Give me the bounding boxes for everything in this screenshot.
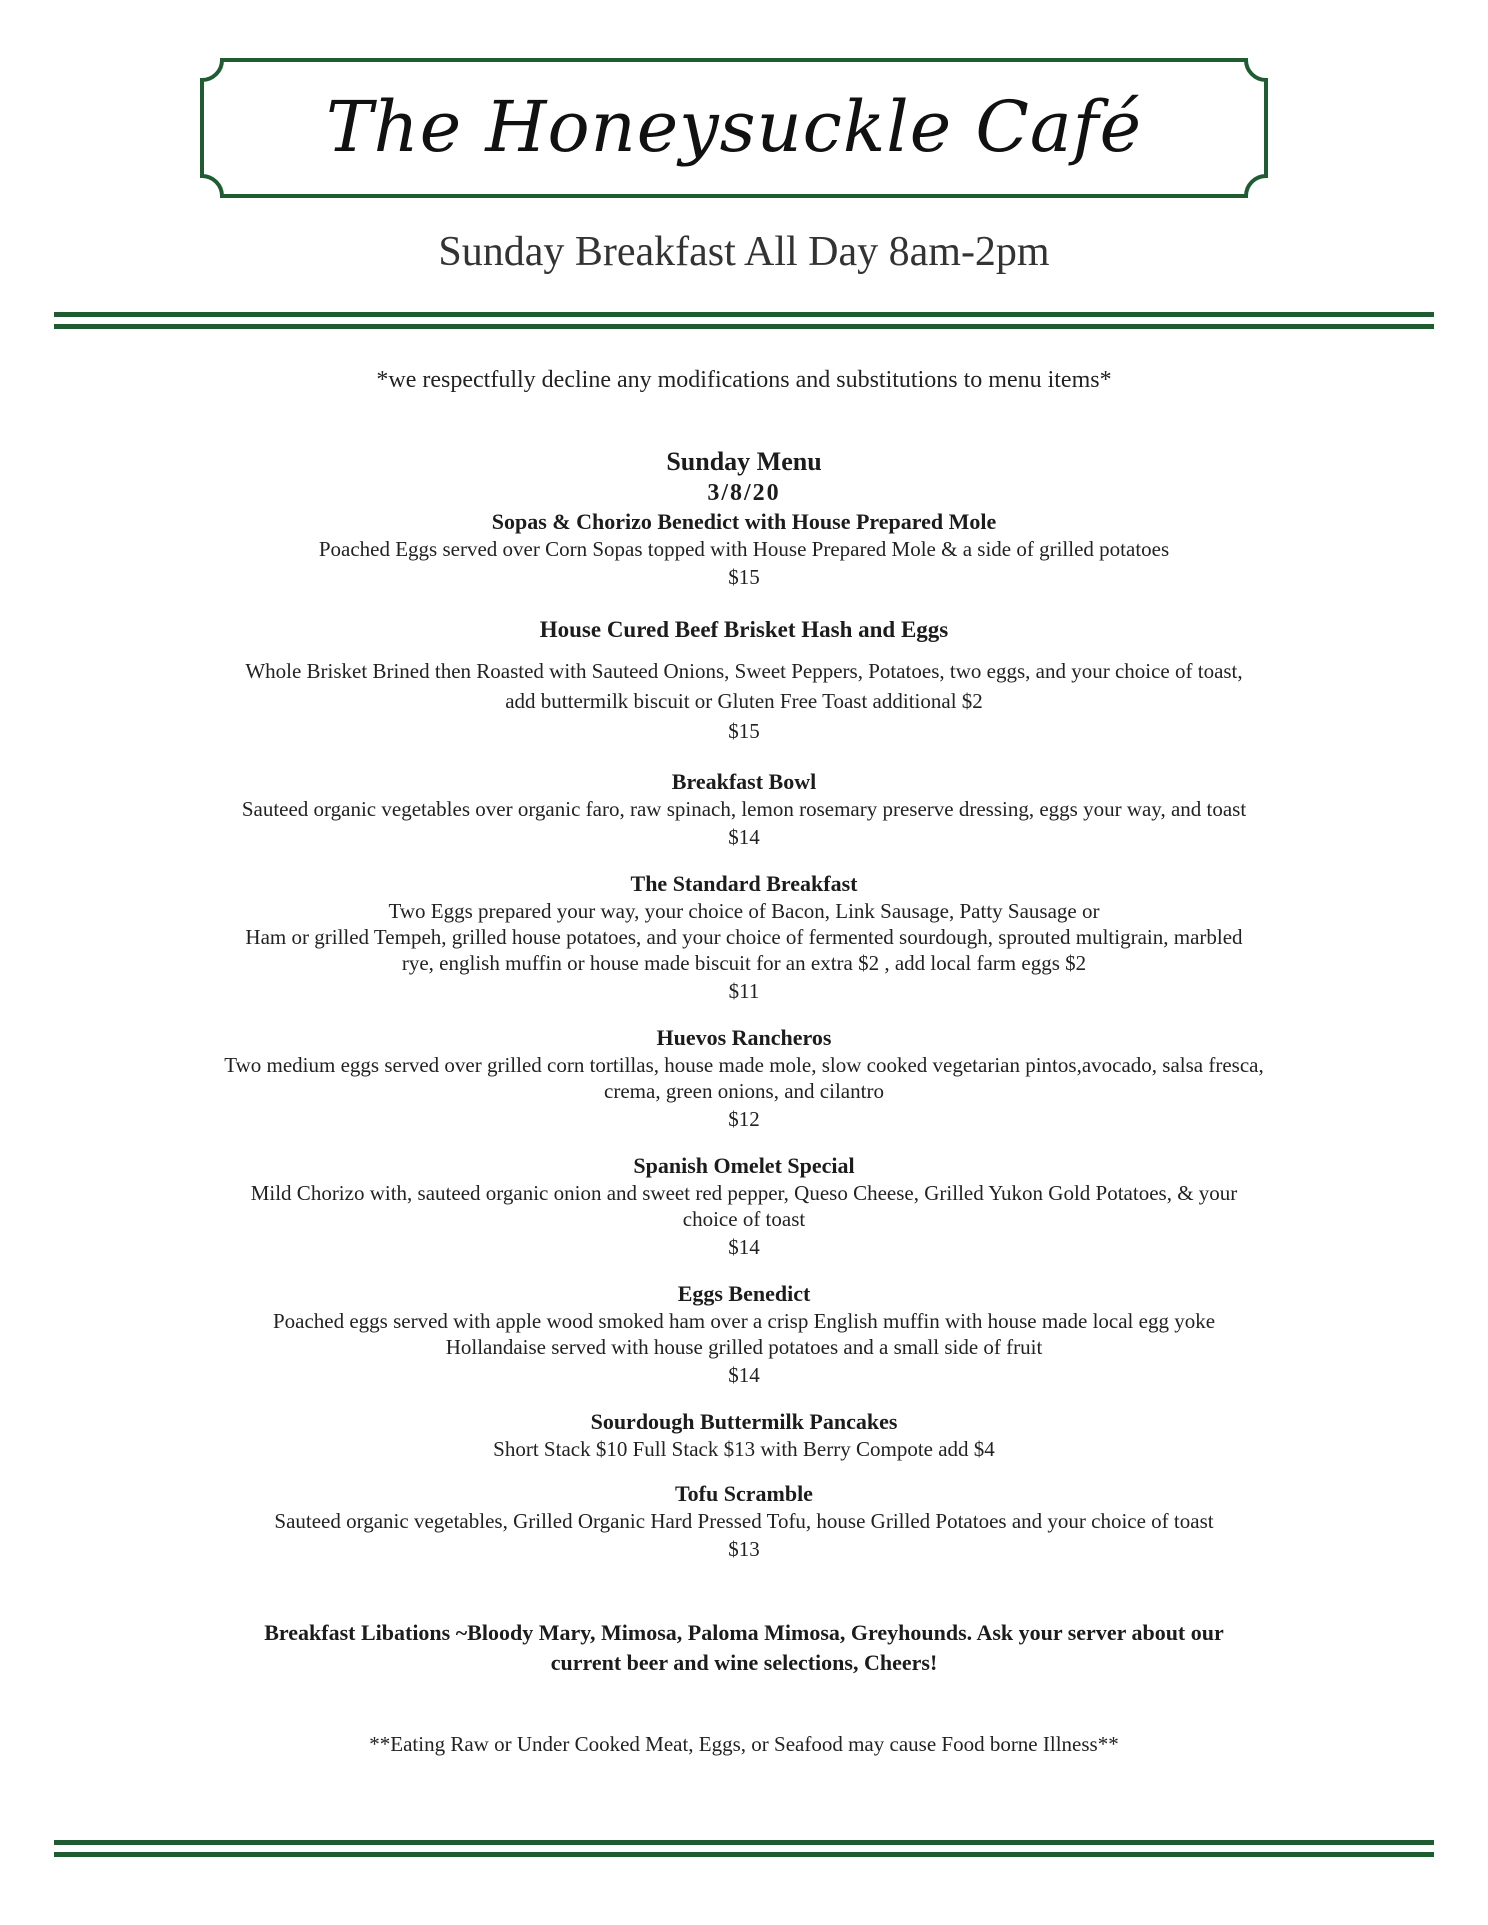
menu-item-name: Sourdough Buttermilk Pancakes [590,1409,898,1434]
menu-item-desc: Whole Brisket Brined then Roasted with Sauteed Onions, Sweet Peppers, Potatoes, two eggs, and your choice of toast, [245,659,1243,683]
menu-title: Sunday Menu [666,447,822,476]
libations-line: current beer and wine selections, Cheers! [550,1650,938,1675]
menu-item [120,1024,1368,1134]
menu-item-price: $14 [728,1235,760,1259]
menu-item-name: Breakfast Bowl [671,769,817,794]
libations-line: Breakfast Libations ~Bloody Mary, Mimosa, Paloma Mimosa, Greyhounds. Ask your server about our [264,1620,1224,1645]
menu-item-price: $14 [728,825,760,849]
menu-item-desc: Sauteed organic vegetables, Grilled Organic Hard Pressed Tofu, house Grilled Potatoes and your choice of toast [274,1509,1214,1533]
libations-note [150,1618,1338,1678]
menu-item-desc: Ham or grilled Tempeh, grilled house potatoes, and your choice of fermented sourdough, sprouted multigrain, marbled [245,925,1243,949]
menu-item [120,1152,1368,1262]
menu-item-name: Sopas & Chorizo Benedict with House Prepared Mole [491,509,997,534]
menu-item [120,616,1368,746]
title-frame [200,58,1268,198]
menu [120,446,1368,1564]
menu-item-name: The Standard Breakfast [630,871,858,896]
menu-item-desc: Two Eggs prepared your way, your choice of Bacon, Link Sausage, Patty Sausage or [388,899,1100,923]
menu-item [120,870,1368,1006]
menu-item-desc: add buttermilk biscuit or Gluten Free Toast additional $2 [505,689,983,713]
modifications-notice: *we respectfully decline any modifications and substitutions to menu items* [376,367,1112,393]
menu-item-name: Huevos Rancheros [656,1025,832,1050]
menu-item-price: $15 [728,719,760,743]
bottom-rule-lower [54,1852,1434,1857]
menu-item-name: House Cured Beef Brisket Hash and Eggs [539,617,949,642]
menu-item-desc: crema, green onions, and cilantro [604,1079,884,1103]
menu-item-price: $15 [728,565,760,589]
cafe-name: The Honeysuckle Café [325,86,1142,168]
menu-item [120,1408,1368,1462]
menu-item [120,1280,1368,1390]
menu-item-desc: Poached Eggs served over Corn Sopas topped with House Prepared Mole & a side of grilled potatoes [318,537,1170,561]
menu-item-desc: choice of toast [682,1207,806,1231]
menu-item-name: Tofu Scramble [675,1481,813,1506]
menu-item-desc: Sauteed organic vegetables over organic faro, raw spinach, lemon rosemary preserve dressing, eggs your way, and toast [241,797,1247,821]
top-rule-lower [54,324,1434,329]
menu-item-desc: Short Stack $10 Full Stack $13 with Berry Compote add $4 [493,1437,995,1461]
menu-item-price: $14 [728,1363,760,1387]
top-rule-upper [54,312,1434,317]
menu-item-desc: rye, english muffin or house made biscuit for an extra $2 , add local farm eggs $2 [401,951,1087,975]
menu-item-price: $12 [728,1107,760,1131]
menu-item-desc: Poached eggs served with apple wood smoked ham over a crisp English muffin with house made local egg yoke [272,1309,1216,1333]
menu-date: 3/8/20 [707,480,781,506]
food-safety-warning: **Eating Raw or Under Cooked Meat, Eggs, or Seafood may cause Food borne Illness** [369,1732,1119,1756]
hours-heading: Sunday Breakfast All Day 8am-2pm [438,229,1050,275]
menu-item [120,1480,1368,1564]
menu-item-name: Spanish Omelet Special [633,1153,855,1178]
menu-item-price: $13 [728,1537,760,1561]
menu-item-name: Eggs Benedict [677,1281,811,1306]
menu-item [120,508,1368,592]
menu-item-desc: Mild Chorizo with, sauteed organic onion and sweet red pepper, Queso Cheese, Grilled Yukon Gold Potatoes, & your [250,1181,1238,1205]
menu-item-price: $11 [728,979,760,1003]
bottom-rule-upper [54,1840,1434,1845]
menu-item-desc: Hollandaise served with house grilled potatoes and a small side of fruit [445,1335,1043,1359]
menu-item [120,768,1368,852]
menu-item-desc: Two medium eggs served over grilled corn tortillas, house made mole, slow cooked vegetarian pintos,avocado, salsa fresca, [224,1053,1264,1077]
